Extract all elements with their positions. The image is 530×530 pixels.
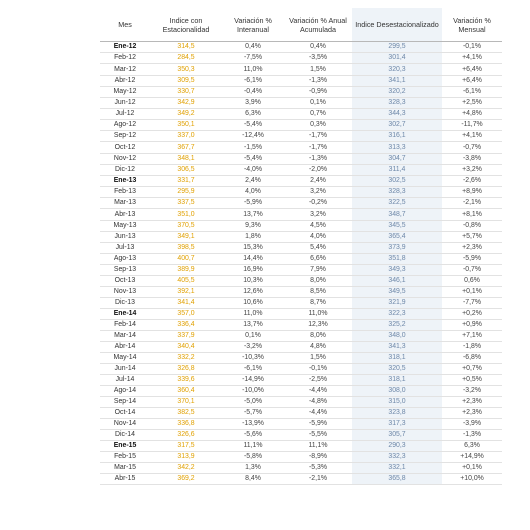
cell-variacion-anual-acumulada: 0,3%: [284, 120, 352, 131]
cell-variacion-mensual: 0,6%: [442, 276, 502, 287]
header-indice-estacionalidad: Indice con Estacionalidad: [150, 8, 222, 42]
cell-variacion-anual-acumulada: -2,0%: [284, 165, 352, 176]
cell-indice-desestacionalizado: 320,3: [352, 64, 442, 76]
cell-variacion-interanual: -5,4%: [222, 154, 284, 165]
cell-variacion-anual-acumulada: -4,4%: [284, 386, 352, 397]
table-row: [100, 265, 502, 276]
cell-variacion-anual-acumulada: 8,0%: [284, 276, 352, 287]
table-row: [100, 474, 502, 485]
cell-variacion-mensual: +8,1%: [442, 209, 502, 221]
cell-variacion-interanual: -5,7%: [222, 408, 284, 419]
cell-variacion-mensual: +3,2%: [442, 165, 502, 176]
cell-month: May-14: [100, 353, 150, 364]
table-body: [100, 42, 502, 485]
cell-variacion-anual-acumulada: 7,9%: [284, 265, 352, 276]
cell-variacion-mensual: -1,3%: [442, 430, 502, 441]
cell-indice-desestacionalizado: 349,3: [352, 265, 442, 276]
cell-month: Oct-14: [100, 408, 150, 419]
cell-variacion-interanual: 11,0%: [222, 64, 284, 76]
cell-indice-desestacionalizado: 332,3: [352, 452, 442, 463]
table-row: [100, 131, 502, 142]
cell-month: Feb-15: [100, 452, 150, 463]
table-row: [100, 320, 502, 331]
cell-variacion-mensual: +2,3%: [442, 243, 502, 254]
cell-indice-estacionalidad: 382,5: [150, 408, 222, 419]
cell-variacion-interanual: 0,1%: [222, 331, 284, 342]
cell-month: Oct-13: [100, 276, 150, 287]
cell-variacion-interanual: -14,9%: [222, 375, 284, 386]
cell-indice-estacionalidad: 336,8: [150, 419, 222, 430]
cell-variacion-mensual: -0,8%: [442, 221, 502, 232]
cell-indice-desestacionalizado: 302,5: [352, 176, 442, 187]
cell-variacion-anual-acumulada: 0,1%: [284, 98, 352, 109]
cell-variacion-mensual: +0,7%: [442, 364, 502, 375]
cell-variacion-mensual: -11,7%: [442, 120, 502, 131]
cell-indice-desestacionalizado: 348,0: [352, 331, 442, 342]
cell-month: Sep-13: [100, 265, 150, 276]
cell-variacion-anual-acumulada: -5,3%: [284, 463, 352, 474]
cell-indice-estacionalidad: 392,1: [150, 287, 222, 298]
cell-indice-desestacionalizado: 301,4: [352, 53, 442, 64]
cell-variacion-interanual: 10,6%: [222, 298, 284, 309]
cell-variacion-mensual: -7,7%: [442, 298, 502, 309]
cell-indice-desestacionalizado: 290,3: [352, 441, 442, 452]
header-variacion-interanual: Variación % Interanual: [222, 8, 284, 42]
cell-variacion-anual-acumulada: 11,1%: [284, 441, 352, 452]
cell-variacion-mensual: +6,4%: [442, 76, 502, 87]
table-row: [100, 463, 502, 474]
cell-indice-estacionalidad: 331,7: [150, 176, 222, 187]
cell-variacion-anual-acumulada: 4,0%: [284, 232, 352, 243]
cell-variacion-anual-acumulada: 12,3%: [284, 320, 352, 331]
cell-variacion-anual-acumulada: 3,2%: [284, 187, 352, 198]
cell-variacion-interanual: 1,3%: [222, 463, 284, 474]
cell-variacion-interanual: 6,3%: [222, 109, 284, 120]
cell-indice-desestacionalizado: 341,1: [352, 76, 442, 87]
cell-indice-estacionalidad: 370,1: [150, 397, 222, 408]
cell-variacion-interanual: 4,0%: [222, 187, 284, 198]
cell-variacion-interanual: 11,1%: [222, 441, 284, 452]
cell-variacion-mensual: +10,0%: [442, 474, 502, 485]
table-row: [100, 342, 502, 353]
cell-month: Dic-14: [100, 430, 150, 441]
cell-variacion-anual-acumulada: -0,1%: [284, 364, 352, 375]
cell-indice-estacionalidad: 309,5: [150, 76, 222, 87]
cell-month: Sep-12: [100, 131, 150, 142]
cell-indice-estacionalidad: 326,8: [150, 364, 222, 375]
cell-variacion-interanual: -5,6%: [222, 430, 284, 441]
cell-variacion-mensual: +4,8%: [442, 109, 502, 120]
cell-variacion-mensual: +8,9%: [442, 187, 502, 198]
cell-variacion-anual-acumulada: 4,8%: [284, 342, 352, 353]
cell-variacion-interanual: 1,8%: [222, 232, 284, 243]
cell-variacion-interanual: -1,5%: [222, 142, 284, 154]
cell-month: Mar-14: [100, 331, 150, 342]
cell-indice-estacionalidad: 342,2: [150, 463, 222, 474]
cell-indice-estacionalidad: 405,5: [150, 276, 222, 287]
cell-month: Ene-15: [100, 441, 150, 452]
table-row: [100, 441, 502, 452]
cell-month: Jun-13: [100, 232, 150, 243]
cell-month: Jun-12: [100, 98, 150, 109]
cell-indice-estacionalidad: 389,9: [150, 265, 222, 276]
cell-month: Ene-14: [100, 309, 150, 320]
cell-indice-desestacionalizado: 328,3: [352, 98, 442, 109]
cell-indice-desestacionalizado: 322,3: [352, 309, 442, 320]
table-row: [100, 87, 502, 98]
table-row: [100, 287, 502, 298]
cell-indice-estacionalidad: 357,0: [150, 309, 222, 320]
cell-indice-desestacionalizado: 345,5: [352, 221, 442, 232]
cell-variacion-interanual: 11,0%: [222, 309, 284, 320]
cell-indice-estacionalidad: 313,9: [150, 452, 222, 463]
cell-indice-desestacionalizado: 320,5: [352, 364, 442, 375]
cell-indice-desestacionalizado: 328,3: [352, 187, 442, 198]
cell-variacion-anual-acumulada: 2,4%: [284, 176, 352, 187]
cell-variacion-interanual: -3,2%: [222, 342, 284, 353]
cell-variacion-anual-acumulada: -2,1%: [284, 474, 352, 485]
cell-variacion-mensual: +6,4%: [442, 64, 502, 76]
cell-variacion-interanual: 9,3%: [222, 221, 284, 232]
cell-variacion-interanual: -5,9%: [222, 198, 284, 209]
cell-variacion-mensual: -3,2%: [442, 386, 502, 397]
table-row: [100, 198, 502, 209]
cell-indice-desestacionalizado: 318,1: [352, 375, 442, 386]
table-header: [100, 8, 502, 42]
cell-indice-estacionalidad: 332,2: [150, 353, 222, 364]
cell-indice-desestacionalizado: 323,8: [352, 408, 442, 419]
table-row: [100, 142, 502, 154]
cell-indice-estacionalidad: 326,6: [150, 430, 222, 441]
cell-month: Jul-13: [100, 243, 150, 254]
cell-month: Ago-14: [100, 386, 150, 397]
cell-variacion-interanual: 16,9%: [222, 265, 284, 276]
cell-variacion-mensual: -3,9%: [442, 419, 502, 430]
cell-variacion-interanual: 10,3%: [222, 276, 284, 287]
cell-variacion-interanual: 8,4%: [222, 474, 284, 485]
cell-indice-estacionalidad: 337,9: [150, 331, 222, 342]
cell-variacion-mensual: +2,5%: [442, 98, 502, 109]
table-row: [100, 309, 502, 320]
header-variacion-mensual: Variación % Mensual: [442, 8, 502, 42]
cell-variacion-mensual: +0,1%: [442, 287, 502, 298]
cell-month: Ene-13: [100, 176, 150, 187]
cell-variacion-mensual: +0,2%: [442, 309, 502, 320]
table-row: [100, 53, 502, 64]
cell-month: May-13: [100, 221, 150, 232]
cell-month: Abr-15: [100, 474, 150, 485]
cell-variacion-anual-acumulada: 8,0%: [284, 331, 352, 342]
cell-indice-desestacionalizado: 321,9: [352, 298, 442, 309]
table-row: [100, 430, 502, 441]
cell-indice-desestacionalizado: 302,7: [352, 120, 442, 131]
cell-variacion-interanual: -4,0%: [222, 165, 284, 176]
cell-variacion-anual-acumulada: -3,5%: [284, 53, 352, 64]
cell-variacion-anual-acumulada: 8,7%: [284, 298, 352, 309]
cell-variacion-mensual: -3,8%: [442, 154, 502, 165]
cell-variacion-anual-acumulada: -4,8%: [284, 397, 352, 408]
cell-variacion-anual-acumulada: -1,3%: [284, 76, 352, 87]
cell-variacion-mensual: -1,8%: [442, 342, 502, 353]
cell-variacion-interanual: 13,7%: [222, 209, 284, 221]
table-row: [100, 120, 502, 131]
header-row: [100, 8, 502, 42]
table-row: [100, 331, 502, 342]
header-indice-desestacionalizado: Indice Desestacionalizado: [352, 8, 442, 42]
cell-variacion-anual-acumulada: 8,5%: [284, 287, 352, 298]
cell-indice-estacionalidad: 314,5: [150, 42, 222, 53]
cell-month: Oct-12: [100, 142, 150, 154]
cell-indice-desestacionalizado: 351,8: [352, 254, 442, 265]
cell-month: Abr-12: [100, 76, 150, 87]
cell-indice-desestacionalizado: 325,2: [352, 320, 442, 331]
cell-month: Jun-14: [100, 364, 150, 375]
cell-indice-estacionalidad: 284,5: [150, 53, 222, 64]
cell-variacion-mensual: -0,1%: [442, 42, 502, 53]
header-mes: Mes: [100, 8, 150, 42]
cell-indice-estacionalidad: 351,0: [150, 209, 222, 221]
cell-variacion-mensual: +0,9%: [442, 320, 502, 331]
table-row: [100, 109, 502, 120]
cell-indice-desestacionalizado: 318,1: [352, 353, 442, 364]
table-row: [100, 209, 502, 221]
cell-variacion-anual-acumulada: 6,6%: [284, 254, 352, 265]
cell-variacion-interanual: -10,0%: [222, 386, 284, 397]
cell-variacion-anual-acumulada: 4,5%: [284, 221, 352, 232]
table-row: [100, 154, 502, 165]
cell-variacion-interanual: -5,0%: [222, 397, 284, 408]
cell-indice-desestacionalizado: 341,3: [352, 342, 442, 353]
cell-indice-estacionalidad: 349,1: [150, 232, 222, 243]
cell-month: Abr-14: [100, 342, 150, 353]
table-row: [100, 353, 502, 364]
cell-variacion-interanual: -6,1%: [222, 76, 284, 87]
cell-month: Feb-12: [100, 53, 150, 64]
data-table: [100, 8, 502, 485]
cell-month: Dic-13: [100, 298, 150, 309]
cell-indice-estacionalidad: 342,9: [150, 98, 222, 109]
cell-indice-estacionalidad: 350,1: [150, 120, 222, 131]
cell-indice-estacionalidad: 398,5: [150, 243, 222, 254]
cell-indice-estacionalidad: 350,3: [150, 64, 222, 76]
table-row: [100, 221, 502, 232]
cell-month: Abr-13: [100, 209, 150, 221]
cell-variacion-mensual: +2,3%: [442, 397, 502, 408]
cell-indice-desestacionalizado: 311,4: [352, 165, 442, 176]
cell-indice-desestacionalizado: 344,3: [352, 109, 442, 120]
cell-month: Ago-12: [100, 120, 150, 131]
cell-variacion-mensual: -5,9%: [442, 254, 502, 265]
cell-month: Feb-14: [100, 320, 150, 331]
cell-variacion-interanual: 14,4%: [222, 254, 284, 265]
cell-indice-desestacionalizado: 365,4: [352, 232, 442, 243]
cell-indice-desestacionalizado: 315,0: [352, 397, 442, 408]
cell-variacion-anual-acumulada: -5,9%: [284, 419, 352, 430]
cell-variacion-mensual: +4,1%: [442, 53, 502, 64]
cell-indice-estacionalidad: 306,5: [150, 165, 222, 176]
cell-indice-desestacionalizado: 299,5: [352, 42, 442, 53]
cell-variacion-anual-acumulada: 3,2%: [284, 209, 352, 221]
table-row: [100, 64, 502, 76]
cell-indice-estacionalidad: 295,9: [150, 187, 222, 198]
table-row: [100, 42, 502, 53]
cell-indice-desestacionalizado: 332,1: [352, 463, 442, 474]
cell-variacion-interanual: 3,9%: [222, 98, 284, 109]
cell-indice-desestacionalizado: 304,7: [352, 154, 442, 165]
cell-variacion-anual-acumulada: -4,4%: [284, 408, 352, 419]
table-row: [100, 276, 502, 287]
cell-indice-desestacionalizado: 320,2: [352, 87, 442, 98]
cell-indice-estacionalidad: 340,4: [150, 342, 222, 353]
cell-variacion-mensual: +0,5%: [442, 375, 502, 386]
cell-month: Mar-12: [100, 64, 150, 76]
cell-variacion-mensual: +0,1%: [442, 463, 502, 474]
cell-indice-estacionalidad: 317,5: [150, 441, 222, 452]
cell-variacion-anual-acumulada: -0,9%: [284, 87, 352, 98]
table-row: [100, 419, 502, 430]
cell-variacion-anual-acumulada: -1,7%: [284, 131, 352, 142]
cell-indice-desestacionalizado: 317,3: [352, 419, 442, 430]
cell-month: Ago-13: [100, 254, 150, 265]
cell-variacion-anual-acumulada: 0,7%: [284, 109, 352, 120]
cell-month: Sep-14: [100, 397, 150, 408]
cell-variacion-interanual: 13,7%: [222, 320, 284, 331]
cell-variacion-anual-acumulada: -0,2%: [284, 198, 352, 209]
cell-indice-estacionalidad: 370,5: [150, 221, 222, 232]
cell-variacion-interanual: -7,5%: [222, 53, 284, 64]
cell-indice-estacionalidad: 337,0: [150, 131, 222, 142]
cell-variacion-mensual: +7,1%: [442, 331, 502, 342]
table-row: [100, 298, 502, 309]
cell-variacion-mensual: 6,3%: [442, 441, 502, 452]
table-row: [100, 364, 502, 375]
cell-variacion-anual-acumulada: -5,5%: [284, 430, 352, 441]
cell-month: Dic-12: [100, 165, 150, 176]
header-variacion-anual-acumulada: Variación % Anual Acumulada: [284, 8, 352, 42]
cell-variacion-mensual: +5,7%: [442, 232, 502, 243]
cell-indice-estacionalidad: 349,2: [150, 109, 222, 120]
cell-indice-estacionalidad: 360,4: [150, 386, 222, 397]
cell-variacion-anual-acumulada: 0,4%: [284, 42, 352, 53]
cell-variacion-interanual: 2,4%: [222, 176, 284, 187]
table-row: [100, 243, 502, 254]
cell-month: Nov-13: [100, 287, 150, 298]
table-row: [100, 386, 502, 397]
cell-variacion-interanual: -6,1%: [222, 364, 284, 375]
cell-indice-desestacionalizado: 373,9: [352, 243, 442, 254]
cell-variacion-mensual: -6,1%: [442, 87, 502, 98]
cell-month: Jul-14: [100, 375, 150, 386]
cell-month: Nov-12: [100, 154, 150, 165]
cell-month: Mar-15: [100, 463, 150, 474]
cell-variacion-mensual: +2,3%: [442, 408, 502, 419]
cell-indice-estacionalidad: 339,6: [150, 375, 222, 386]
cell-variacion-anual-acumulada: -2,5%: [284, 375, 352, 386]
cell-indice-desestacionalizado: 346,1: [352, 276, 442, 287]
table-row: [100, 187, 502, 198]
cell-indice-desestacionalizado: 305,7: [352, 430, 442, 441]
cell-month: Feb-13: [100, 187, 150, 198]
cell-variacion-anual-acumulada: -8,9%: [284, 452, 352, 463]
cell-variacion-mensual: -0,7%: [442, 142, 502, 154]
cell-indice-desestacionalizado: 316,1: [352, 131, 442, 142]
cell-indice-estacionalidad: 336,4: [150, 320, 222, 331]
cell-indice-estacionalidad: 341,4: [150, 298, 222, 309]
table-row: [100, 165, 502, 176]
cell-variacion-interanual: -12,4%: [222, 131, 284, 142]
cell-indice-estacionalidad: 348,1: [150, 154, 222, 165]
table-row: [100, 176, 502, 187]
table-row: [100, 254, 502, 265]
cell-month: Mar-13: [100, 198, 150, 209]
cell-indice-desestacionalizado: 365,8: [352, 474, 442, 485]
cell-variacion-mensual: +14,9%: [442, 452, 502, 463]
cell-variacion-anual-acumulada: 1,5%: [284, 353, 352, 364]
cell-variacion-interanual: -13,9%: [222, 419, 284, 430]
cell-indice-desestacionalizado: 308,0: [352, 386, 442, 397]
cell-variacion-interanual: 15,3%: [222, 243, 284, 254]
cell-variacion-interanual: 0,4%: [222, 42, 284, 53]
table-row: [100, 408, 502, 419]
cell-month: Jul-12: [100, 109, 150, 120]
cell-variacion-mensual: -2,1%: [442, 198, 502, 209]
cell-variacion-interanual: -5,4%: [222, 120, 284, 131]
cell-variacion-mensual: -2,6%: [442, 176, 502, 187]
cell-variacion-anual-acumulada: -1,3%: [284, 154, 352, 165]
cell-indice-estacionalidad: 330,7: [150, 87, 222, 98]
cell-indice-desestacionalizado: 349,5: [352, 287, 442, 298]
cell-indice-desestacionalizado: 313,3: [352, 142, 442, 154]
cell-indice-estacionalidad: 369,2: [150, 474, 222, 485]
table-row: [100, 452, 502, 463]
cell-variacion-anual-acumulada: -1,7%: [284, 142, 352, 154]
cell-month: Ene-12: [100, 42, 150, 53]
cell-indice-estacionalidad: 367,7: [150, 142, 222, 154]
cell-indice-estacionalidad: 337,5: [150, 198, 222, 209]
cell-variacion-anual-acumulada: 5,4%: [284, 243, 352, 254]
table-row: [100, 375, 502, 386]
table-row: [100, 232, 502, 243]
cell-indice-desestacionalizado: 348,7: [352, 209, 442, 221]
cell-month: Nov-14: [100, 419, 150, 430]
cell-variacion-interanual: -10,3%: [222, 353, 284, 364]
cell-variacion-interanual: -0,4%: [222, 87, 284, 98]
table-row: [100, 98, 502, 109]
cell-variacion-interanual: 12,6%: [222, 287, 284, 298]
table-row: [100, 76, 502, 87]
cell-indice-estacionalidad: 400,7: [150, 254, 222, 265]
cell-month: May-12: [100, 87, 150, 98]
table-row: [100, 397, 502, 408]
cell-indice-desestacionalizado: 322,5: [352, 198, 442, 209]
cell-variacion-mensual: -0,7%: [442, 265, 502, 276]
cell-variacion-interanual: -5,8%: [222, 452, 284, 463]
cell-variacion-mensual: -6,8%: [442, 353, 502, 364]
cell-variacion-anual-acumulada: 1,5%: [284, 64, 352, 76]
cell-variacion-mensual: +4,1%: [442, 131, 502, 142]
cell-variacion-anual-acumulada: 11,0%: [284, 309, 352, 320]
